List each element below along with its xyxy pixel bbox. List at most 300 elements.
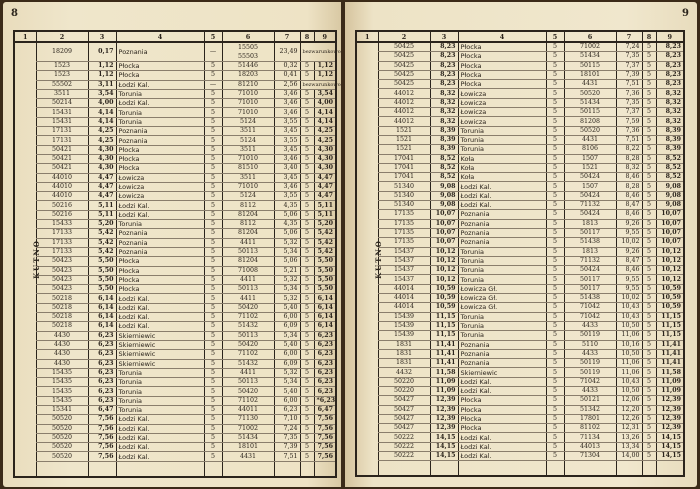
cell-col-8: 5	[300, 313, 314, 322]
unconditional-note: bezwarunkowo	[300, 42, 336, 62]
cell-col-5: 5	[546, 201, 564, 210]
cell-col-8: 5	[300, 145, 314, 154]
cell-col-7: 3,45	[274, 145, 300, 154]
cell-col-6: 71102	[222, 396, 274, 405]
table-row	[14, 164, 336, 173]
table-row	[14, 368, 336, 377]
cell-col-6: 50520	[564, 89, 616, 98]
cell-col-5: 5	[204, 247, 222, 256]
cell-col-7: 7,24	[274, 424, 300, 433]
cell-col-5: 5	[204, 266, 222, 275]
table-row	[356, 145, 684, 154]
cell-col-2: 50425	[378, 52, 430, 61]
cell-col-5: 5	[546, 210, 564, 219]
cell-col-3: 10,07	[430, 219, 458, 228]
cell-col-7: 3,55	[274, 117, 300, 126]
cell-col-4: Płocka	[116, 71, 204, 80]
cell-col-4: Łowicza	[458, 89, 546, 98]
cell-col-6: 81208	[564, 117, 616, 126]
cell-col-5: 5	[204, 164, 222, 173]
cell-col-4: Łowicza	[116, 173, 204, 182]
cell-col-3: 4,14	[88, 117, 116, 126]
cell-col-4: Poznania	[458, 228, 546, 237]
table-row	[356, 61, 684, 70]
cell-col-9: 10,59	[656, 284, 684, 293]
cell-col-2: 50423	[36, 257, 88, 266]
cell-col-5: 5	[204, 201, 222, 210]
cell-col-7: 5,06	[274, 229, 300, 238]
cell-col-5: 5	[204, 238, 222, 247]
cell-col-3: 5,50	[88, 275, 116, 284]
cell-col-5: 5	[204, 387, 222, 396]
cell-col-7: 7,24	[616, 42, 642, 52]
column-header-9: 9	[656, 31, 684, 42]
cell-col-9: 11,15	[656, 331, 684, 340]
cell-col-6: 18203	[222, 71, 274, 80]
cell-col-5: 5	[204, 154, 222, 163]
cell-col-9: 1,12	[314, 71, 336, 80]
cell-col-9: 6,23	[314, 331, 336, 340]
cell-col-9: 14,15	[656, 452, 684, 461]
cell-col-8: 5	[642, 61, 656, 70]
cell-col-4: Poznania	[116, 238, 204, 247]
column-header-9: 9	[314, 31, 336, 42]
cell-col-3: 6,14	[88, 294, 116, 303]
cell-col-6: 51434	[222, 433, 274, 442]
cell-col-7: 23,49	[274, 42, 300, 62]
cell-col-8: 5	[300, 229, 314, 238]
cell-col-8: 5	[642, 145, 656, 154]
cell-col-4: Poznania	[458, 359, 546, 368]
column-header-7: 7	[274, 31, 300, 42]
cell-col-9: 5,50	[314, 275, 336, 284]
cell-col-2: 50425	[378, 70, 430, 79]
cell-col-6: 4431	[564, 135, 616, 144]
cell-col-4: Łodzi Kal.	[458, 433, 546, 442]
cell-col-2: 15437	[378, 256, 430, 265]
cell-col-6: 50115	[564, 108, 616, 117]
table-row	[356, 163, 684, 172]
cell-col-5: 5	[546, 359, 564, 368]
cell-col-3: 5,50	[88, 257, 116, 266]
cell-col-5: 5	[546, 145, 564, 154]
station-name: KUTNO	[31, 239, 41, 280]
cell-col-5: 5	[204, 89, 222, 98]
cell-col-6: 81204	[222, 210, 274, 219]
cell-col-4: Płocka	[458, 424, 546, 433]
cell-col-8: 5	[300, 247, 314, 256]
cell-col-3: 10,59	[430, 294, 458, 303]
cell-col-8: 5	[300, 294, 314, 303]
cell-col-5: 5	[204, 415, 222, 424]
cell-col-3: 6,14	[88, 303, 116, 312]
cell-col-4: Płocka	[458, 42, 546, 52]
column-header-1: 1	[14, 31, 36, 42]
table-row	[356, 154, 684, 163]
cell-col-7: 8,46	[616, 210, 642, 219]
column-header-1: 1	[356, 31, 378, 42]
cell-col-2: 15431	[36, 117, 88, 126]
cell-col-5: —	[204, 80, 222, 89]
cell-col-7: 5,32	[274, 238, 300, 247]
cell-col-6: 50119	[564, 359, 616, 368]
cell-col-5: 5	[546, 135, 564, 144]
table-row	[356, 368, 684, 377]
cell-col-3: 11,41	[430, 349, 458, 358]
cell-col-7: 6,09	[274, 359, 300, 368]
table-row	[14, 229, 336, 238]
cell-col-9: 7,56	[314, 452, 336, 461]
table-row	[14, 303, 336, 312]
cell-col-3: 14,15	[430, 452, 458, 461]
cell-col-9: 8,23	[656, 70, 684, 79]
cell-col-2: 15439	[378, 331, 430, 340]
cell-col-4: Torunia	[116, 387, 204, 396]
cell-col-8: 5	[300, 108, 314, 117]
cell-col-3: 10,12	[430, 275, 458, 284]
cell-col-2: 44012	[378, 108, 430, 117]
cell-col-3: 10,59	[430, 303, 458, 312]
cell-col-9: 10,59	[656, 294, 684, 303]
cell-col-3: 6,23	[88, 396, 116, 405]
cell-col-8: 5	[642, 349, 656, 358]
cell-col-4: Płocka	[116, 285, 204, 294]
cell-col-6: 50420	[222, 340, 274, 349]
table-row	[14, 415, 336, 424]
cell-col-3: 5,11	[88, 201, 116, 210]
cell-col-4: Torunia	[116, 378, 204, 387]
table-row	[14, 433, 336, 442]
cell-col-4: Skierniewic	[116, 359, 204, 368]
cell-col-8: 5	[300, 136, 314, 145]
cell-col-5: 5	[546, 396, 564, 405]
cell-col-4: Skierniewic	[116, 350, 204, 359]
cell-col-2: 51340	[378, 191, 430, 200]
table-row	[14, 247, 336, 256]
cell-col-9: 6,23	[314, 340, 336, 349]
cell-col-5: 5	[204, 443, 222, 452]
cell-col-4: Torunia	[116, 108, 204, 117]
cell-col-7: 4,35	[274, 220, 300, 229]
cell-col-3: 12,39	[430, 405, 458, 414]
cell-col-4: Torunia	[116, 368, 204, 377]
cell-col-2: 50520	[36, 433, 88, 442]
empty-cell	[274, 461, 300, 477]
cell-col-3: 4,30	[88, 154, 116, 163]
cell-col-6: 4431	[222, 452, 274, 461]
cell-col-3: 14,15	[430, 442, 458, 451]
cell-col-3: 4,25	[88, 136, 116, 145]
cell-col-6: 50113	[222, 247, 274, 256]
cell-col-5: 5	[204, 433, 222, 442]
cell-col-5: 5	[546, 42, 564, 52]
table-row	[356, 238, 684, 247]
cell-col-7: 13,26	[616, 433, 642, 442]
cell-col-4: Koła	[458, 163, 546, 172]
cell-col-9: 11,41	[656, 349, 684, 358]
cell-col-7: 9,26	[616, 247, 642, 256]
cell-col-4: Łodzi Kal.	[116, 452, 204, 461]
cell-col-8: 5	[300, 443, 314, 452]
cell-col-7: 5,40	[274, 387, 300, 396]
cell-col-9: 10,07	[656, 210, 684, 219]
cell-col-9: 4,47	[314, 182, 336, 191]
table-row	[14, 154, 336, 163]
cell-col-7: 8,22	[616, 145, 642, 154]
cell-col-5: 5	[546, 98, 564, 107]
cell-col-2: 17041	[378, 173, 430, 182]
cell-col-8: 5	[642, 154, 656, 163]
cell-col-2: 17135	[378, 219, 430, 228]
cell-col-6: 4411	[222, 368, 274, 377]
cell-col-8: 5	[642, 331, 656, 340]
cell-col-6: 44013	[564, 442, 616, 451]
cell-col-8: 5	[642, 386, 656, 395]
cell-col-4: Płocka	[116, 145, 204, 154]
table-row	[14, 192, 336, 201]
cell-col-3: 4,47	[88, 192, 116, 201]
cell-col-2: 50427	[378, 414, 430, 423]
cell-col-2: 50220	[378, 377, 430, 386]
cell-col-2: 44010	[36, 182, 88, 191]
cell-col-8: 5	[642, 321, 656, 330]
cell-col-8: 5	[300, 257, 314, 266]
cell-col-3: 6,23	[88, 387, 116, 396]
cell-col-3: 7,56	[88, 424, 116, 433]
cell-col-8: 5	[300, 99, 314, 108]
cell-col-4: Płocka	[458, 61, 546, 70]
cell-col-5: 5	[546, 247, 564, 256]
table-footer-space	[356, 461, 684, 477]
cell-col-5: 5	[546, 238, 564, 247]
cell-col-8: 5	[642, 303, 656, 312]
cell-col-7: 5,21	[274, 266, 300, 275]
cell-col-5: 5	[546, 414, 564, 423]
cell-col-5: 5	[204, 285, 222, 294]
cell-col-3: 10,59	[430, 284, 458, 293]
cell-col-9: 10,07	[656, 238, 684, 247]
table-row	[356, 294, 684, 303]
cell-col-2: 15431	[36, 108, 88, 117]
cell-col-3: 11,09	[430, 377, 458, 386]
table-row	[356, 98, 684, 107]
empty-cell	[430, 461, 458, 477]
cell-col-4: Łodzi Kal.	[458, 191, 546, 200]
cell-col-5: 5	[546, 321, 564, 330]
cell-col-9: 6,23	[314, 378, 336, 387]
cell-col-5: 5	[546, 294, 564, 303]
cell-col-8: 5	[300, 71, 314, 80]
cell-col-2: 50423	[36, 266, 88, 275]
cell-col-3: 6,14	[88, 322, 116, 331]
table-row	[356, 284, 684, 293]
table-row	[356, 424, 684, 433]
cell-col-4: Łodzi Kal.	[116, 313, 204, 322]
cell-col-5: 5	[204, 127, 222, 136]
cell-col-3: 3,54	[88, 89, 116, 98]
cell-col-4: Łodzi Kal.	[116, 322, 204, 331]
table-row	[14, 294, 336, 303]
cell-col-8: 5	[642, 219, 656, 228]
cell-col-5: 5	[546, 154, 564, 163]
cell-col-7: 3,40	[274, 164, 300, 173]
cell-col-5: 5	[204, 62, 222, 71]
cell-col-3: 4,14	[88, 108, 116, 117]
cell-col-4: Torunia	[458, 275, 546, 284]
cell-col-5: 5	[204, 378, 222, 387]
cell-col-7: 7,36	[616, 89, 642, 98]
cell-col-2: 50218	[36, 303, 88, 312]
cell-col-3: 8,52	[430, 154, 458, 163]
cell-col-6	[222, 42, 274, 62]
cell-col-4: Łodzi Kal.	[458, 452, 546, 461]
table-row	[356, 414, 684, 423]
cell-col-9: 8,39	[656, 126, 684, 135]
cell-col-9: 4,47	[314, 192, 336, 201]
timetable-left	[13, 30, 341, 478]
cell-col-8: 5	[300, 350, 314, 359]
table-row	[14, 238, 336, 247]
table-row	[14, 71, 336, 80]
column-header-5: 5	[204, 31, 222, 42]
cell-col-6: 71132	[564, 201, 616, 210]
train-number: 55503	[237, 53, 259, 60]
cell-col-6: 4411	[222, 238, 274, 247]
cell-col-4: Płocka	[116, 275, 204, 284]
cell-col-6: 18101	[222, 443, 274, 452]
cell-col-3: 8,39	[430, 145, 458, 154]
cell-col-3: 8,32	[430, 98, 458, 107]
cell-col-3: 14,15	[430, 433, 458, 442]
cell-col-5: 5	[546, 303, 564, 312]
cell-col-5: 5	[204, 396, 222, 405]
cell-col-3: 11,41	[430, 359, 458, 368]
cell-col-6: 71002	[564, 42, 616, 52]
cell-col-7: 12,26	[616, 414, 642, 423]
cell-col-3: 1,12	[88, 71, 116, 80]
cell-col-8: 5	[300, 405, 314, 414]
cell-col-6: 71010	[222, 182, 274, 191]
table-row	[356, 219, 684, 228]
cell-col-3: 3,11	[88, 80, 116, 89]
cell-col-7: 9,26	[616, 219, 642, 228]
cell-col-9: 5,50	[314, 257, 336, 266]
cell-col-6: 71102	[222, 350, 274, 359]
cell-col-6: 50113	[222, 331, 274, 340]
cell-col-7: 3,46	[274, 154, 300, 163]
cell-col-3: 4,47	[88, 182, 116, 191]
cell-col-8: 5	[642, 117, 656, 126]
cell-col-2: 17135	[378, 238, 430, 247]
cell-col-5: 5	[546, 61, 564, 70]
cell-col-7: 10,50	[616, 386, 642, 395]
cell-col-8: 5	[300, 154, 314, 163]
cell-col-9: *6,23	[314, 396, 336, 405]
cell-col-4: Łodzi Kal.	[116, 294, 204, 303]
cell-col-9: 6,14	[314, 322, 336, 331]
cell-col-2: 1521	[378, 126, 430, 135]
table-row	[14, 405, 336, 414]
table-row	[356, 452, 684, 461]
table-row	[356, 331, 684, 340]
table-row	[14, 145, 336, 154]
cell-col-2: 50421	[36, 154, 88, 163]
cell-col-6: 1521	[564, 163, 616, 172]
cell-col-6: 4433	[564, 321, 616, 330]
table-row	[356, 135, 684, 144]
cell-col-4: Łowicza Gł.	[458, 294, 546, 303]
cell-col-7: 6,00	[274, 350, 300, 359]
cell-col-2: 50218	[36, 313, 88, 322]
cell-col-4: Łodzi Kal.	[116, 433, 204, 442]
cell-col-4: Koła	[458, 173, 546, 182]
column-header-6: 6	[222, 31, 274, 42]
cell-col-7: 0,41	[274, 71, 300, 80]
cell-col-4: Torunia	[116, 117, 204, 126]
cell-col-2: 44014	[378, 303, 430, 312]
cell-col-6: 5110	[564, 340, 616, 349]
cell-col-3: 10,12	[430, 256, 458, 265]
cell-col-3: 8,23	[430, 70, 458, 79]
cell-col-6: 51432	[222, 322, 274, 331]
cell-col-2: 50222	[378, 442, 430, 451]
table-row	[14, 220, 336, 229]
cell-col-6: 71010	[222, 89, 274, 98]
cell-col-8: 5	[300, 164, 314, 173]
cell-col-8: 5	[642, 80, 656, 89]
left-page	[3, 2, 341, 487]
cell-col-5: 5	[204, 220, 222, 229]
cell-col-5: 5	[546, 80, 564, 89]
cell-col-9: 8,39	[656, 135, 684, 144]
cell-col-6: 5124	[222, 117, 274, 126]
cell-col-2: 1831	[378, 349, 430, 358]
cell-col-8: 5	[642, 247, 656, 256]
cell-col-5: 5	[204, 405, 222, 414]
cell-col-9: 3,54	[314, 89, 336, 98]
cell-col-7: 10,50	[616, 349, 642, 358]
cell-col-8: 5	[300, 238, 314, 247]
cell-col-4: Łodzi Kal.	[116, 99, 204, 108]
cell-col-3: 4,00	[88, 99, 116, 108]
cell-col-7: 7,59	[616, 117, 642, 126]
cell-col-7: 7,36	[616, 126, 642, 135]
cell-col-9: 5,42	[314, 229, 336, 238]
cell-col-4: Płocka	[116, 164, 204, 173]
cell-col-3: 11,15	[430, 331, 458, 340]
table-row	[14, 62, 336, 71]
table-row	[356, 70, 684, 79]
empty-cell	[300, 461, 314, 477]
cell-col-9: 11,09	[656, 386, 684, 395]
cell-col-6: 50115	[564, 61, 616, 70]
cell-col-4: Łowicza	[116, 192, 204, 201]
cell-col-2: 17135	[378, 210, 430, 219]
table-row	[14, 117, 336, 126]
cell-col-7: 7,35	[616, 98, 642, 107]
table-row	[356, 173, 684, 182]
cell-col-2: 44012	[378, 89, 430, 98]
cell-col-9: 10,59	[656, 303, 684, 312]
cell-col-8: 5	[642, 42, 656, 52]
cell-col-9: 8,32	[656, 108, 684, 117]
cell-col-5: 5	[546, 312, 564, 321]
cell-col-9: 11,15	[656, 312, 684, 321]
column-header-2: 2	[36, 31, 88, 42]
unconditional-note: bezwarunkowo	[300, 80, 336, 89]
table-row	[356, 405, 684, 414]
cell-col-6: 50117	[564, 228, 616, 237]
